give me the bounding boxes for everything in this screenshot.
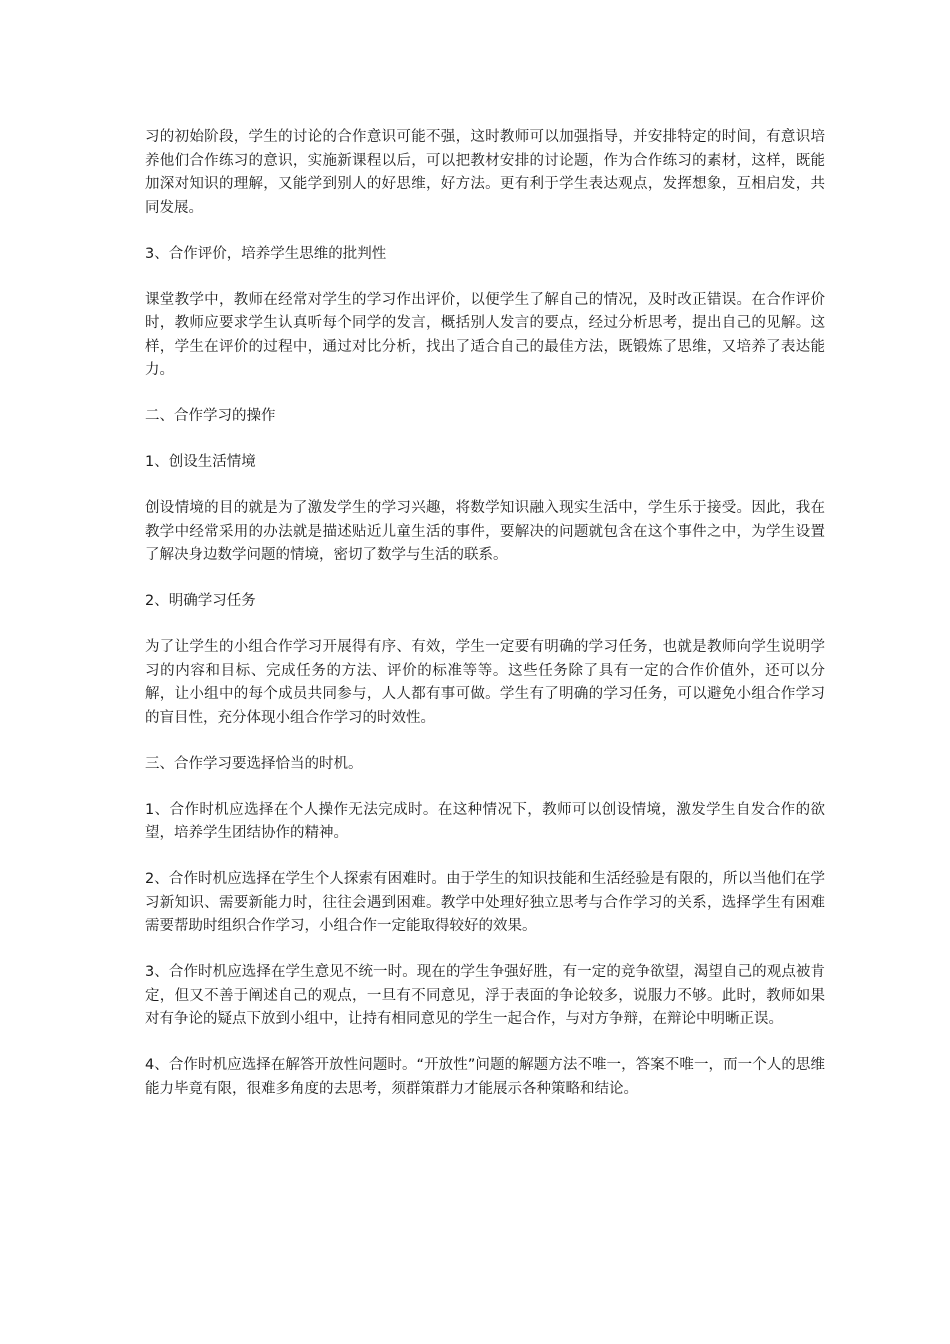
document-page (145, 126, 825, 1124)
paragraph-learning-tasks: 为了让学生的小组合作学习开展得有序、有效，学生一定要有明确的学习任务，也就是教师向学生说明学习的内容和目标、完成任务的方法、评价的标准等等。这些任务除了具有一定的合作价值外，还可以分解，让小组中的每个成员共同参与，人人都有事可做。学生有了明确的学习任务，可以避免小组合作学习的盲目性，充分体现小组合作学习的时效性。 (145, 639, 825, 726)
paragraph-scenario-purpose: 创设情境的目的就是为了激发学生的学习兴趣，将数学知识融入现实生活中，学生乐于接受。因此，我在教学中经常采用的办法就是描述贴近儿童生活的事件，要解决的问题就包含在这个事件之中，为学生设置了解决身边数学问题的情境，密切了数学与生活的联系。 (145, 500, 825, 563)
paragraph-classroom-evaluation: 课堂教学中，教师在经常对学生的学习作出评价，以便学生了解自己的情况，及时改正错误。在合作评价时，教师应要求学生认真听每个同学的发言，概括别人发言的要点，经过分析思考，提出自己的见解。这样，学生在评价的过程中，通过对比分析，找出了适合自己的最佳方法，既锻炼了思维，又培养了表达能力。 (145, 291, 825, 378)
heading-section-three: 三、合作学习要选择恰当的时机。 (145, 755, 363, 772)
paragraph-timing-two: 2、合作时机应选择在学生个人探索有困难时。由于学生的知识技能和生活经验是有限的，所以当他们在学习新知识、需要新能力时，往往会遇到困难。教学中处理好独立思考与合作学习的关系，选择学生有困难需要帮助时组织合作学习，小组合作一定能取得较好的效果。 (145, 871, 825, 934)
paragraph-continued-cooperation-awareness: 习的初始阶段，学生的讨论的合作意识可能不强，这时教师可以加强指导，并安排特定的时间，有意识培养他们合作练习的意识，实施新课程以后，可以把教材安排的讨论题，作为合作练习的素材，这样，既能加深对知识的理解，又能学到别人的好思维，好方法。更有利于学生表达观点，发挥想象，互相启发，共同发展。 (145, 129, 825, 216)
heading-cooperative-evaluation: 3、合作评价，培养学生思维的批判性 (145, 245, 387, 262)
heading-create-life-scenario: 1、创设生活情境 (145, 454, 256, 470)
paragraph-timing-four: 4、合作时机应选择在解答开放性问题时。“开放性”问题的解题方法不唯一，答案不唯一，而一个人的思维能力毕竟有限，很难多角度的去思考，须群策群力才能展示各种策略和结论。 (145, 1057, 825, 1097)
heading-section-two: 二、合作学习的操作 (145, 408, 276, 424)
heading-clear-learning-tasks: 2、明确学习任务 (145, 593, 256, 609)
paragraph-timing-three: 3、合作时机应选择在学生意见不统一时。现在的学生争强好胜，有一定的竞争欲望，渴望自己的观点被肯定，但又不善于阐述自己的观点，一旦有不同意见，浮于表面的争论较多，说服力不够。此时，教师如果对有争论的疑点下放到小组中，让持有相同意见的学生一起合作，与对方争辩，在辩论中明晰正误。 (145, 964, 825, 1027)
paragraph-timing-one: 1、合作时机应选择在个人操作无法完成时。在这种情况下，教师可以创设情境，激发学生自发合作的欲望，培养学生团结协作的精神。 (145, 801, 825, 841)
